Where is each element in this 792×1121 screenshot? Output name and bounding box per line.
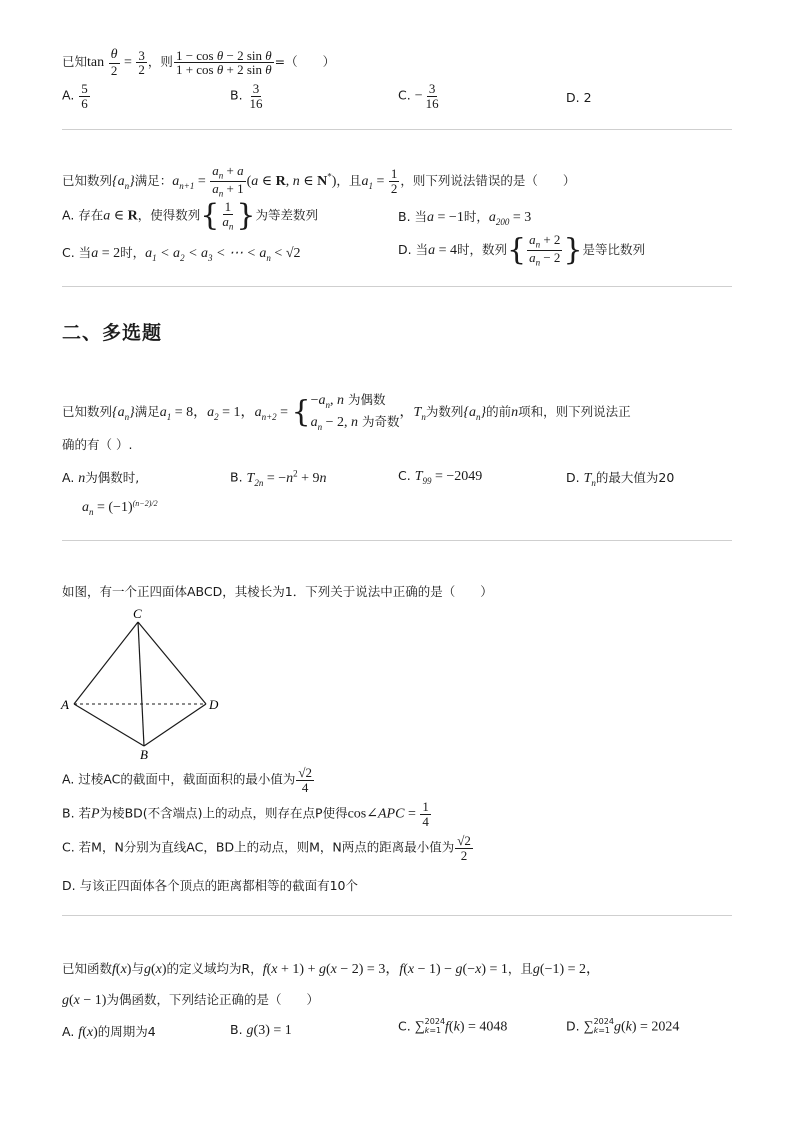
q1-option-a[interactable]: A. $\frac{5}{6}$ [62,81,88,111]
vertex-label-c: C [133,606,142,621]
q5-option-a[interactable]: A. f(x)的周期为4 [62,1024,156,1040]
edge-cb [138,622,144,746]
divider [62,129,732,130]
q1-option-d[interactable]: D. 2 [566,90,592,105]
q1-three-halves: $\frac{3}{2}$ [138,47,145,78]
divider [62,540,732,541]
edge-bd [144,704,206,746]
q3-option-a[interactable]: A. n为偶数时, [62,470,140,486]
q1-stem-prefix: 已知 [62,54,88,70]
divider [62,286,732,287]
vertex-label-a: A [61,697,69,712]
q1-stem-mid: ，则 [147,54,173,70]
q1-option-b[interactable]: B. $\frac{3}{16}$ [230,81,263,111]
q2-option-b[interactable]: B. 当a = −1时，$a_{200} = 3$ [398,209,532,227]
q1-stem-end: =（ ） [274,54,336,70]
q5-option-d[interactable]: D. ∑ 2024 k=1 g(k) = 2024 [566,1017,680,1035]
q4-option-b[interactable]: B. 若P为棱BD(不含端点)上的动点，则存在点P使得cos∠APC = $\frac{1}{4}$ [62,799,429,829]
q1-half-theta: $\frac{\theta}{2}$ [110,47,118,78]
q3-option-c[interactable]: C. $T_{99} = -2049$ [398,468,483,486]
q5-option-b[interactable]: B. g(3) = 1 [230,1022,292,1038]
q3-stem-line2: 确的有（ ）. [62,437,133,452]
vertex-label-d: D [209,697,219,712]
q2-option-c[interactable]: C. 当a = 2时，$a_1 < a_2 < a_3$ < ⋯ < $a_n < √2$ [62,245,301,263]
q5-stem: 已知函数f(x)与g(x)的定义域均为R，f(x + 1) + g(x − 2) = 3，f(x − 1) − g(−x) = 1，且g(−1) = 2， [62,961,601,977]
q2-option-a[interactable]: A. 存在a ∈ R，使得数列{ $\frac{1}{a_n}$ }为等差数列 [62,197,318,233]
vertex-label-b: B [140,747,148,762]
q3-option-b[interactable]: B. $T_{2n} = -n^2 + 9n$ [230,468,327,488]
q2-stem: 已知数列$\{a_n\}$满足：$a_{n+1}$ = $\frac{a_n + a}{a_n + 1}$ (a ∈ R, n ∈ N*)，且$a_1$ = $\frac{1}{2}$ ，则下列说法错误的是（ ） [62,163,576,199]
q4-option-a[interactable]: A. 过棱AC的截面中，截面面积的最小值为 $\frac{√2}{4}$ [62,765,312,795]
q2-option-d[interactable]: D. 当a = 4时，数列{ $\frac{a_n + 2}{a_n - 2}$ }是等比数列 [398,232,646,268]
q5-option-c[interactable]: C. ∑ 2024 k=1 f(k) = 4048 [398,1017,508,1035]
edge-ab [74,704,144,746]
q4-option-d[interactable]: D. 与该正四面体各个顶点的距离都相等的截面有10个 [62,878,358,893]
q1-tan: tan [87,55,108,71]
q3-option-d[interactable]: D. $T_n$的最大值为20 [566,470,675,488]
q3-option-a-formula: $a_n = (-1)^{(n-2)/2}$ [82,499,158,517]
edge-cd [138,622,206,704]
q3-stem: 已知数列$\{a_n\}$满足$a_1 = 8$，$a_2 = 1$，$a_{n+2}$ = { $-a_n$, n 为偶数 $a_n - 2$, n 为奇数 ，$T_n$为数列$\{a_n\}$的前n项和，则下列说法正 [62,392,631,433]
q1-option-c[interactable]: C. − $\frac{3}{16}$ [398,81,439,111]
q4-option-c[interactable]: C. 若M，N分别为直线AC，BD上的动点，则M，N两点的距离最小值为 $\frac{√2}{2}$ [62,833,471,863]
section-title: 二、多选题 [62,322,163,344]
q4-stem: 如图，有一个正四面体ABCD，其棱长为1．下列关于说法中正确的是（ ） [62,584,493,599]
divider [62,915,732,916]
q1-expression: $\frac{\text{1 − cos θ − 2 sin θ}}{\text{1 + cos θ + 2 sin θ}}$ [175,47,272,78]
q1-stem: 已知tan $\frac{\theta}{2}$ = $\frac{3}{2}$ ，则 $\frac{\text{1 − cos θ − 2 sin θ}}{\text{1 + cos θ + 2 sin θ}}$ =（ ） [62,47,336,78]
edge-ca [74,622,138,704]
q5-stem-line2: g(x − 1)为偶函数，下列结论正确的是（ ） [62,992,319,1008]
tetrahedron-figure [58,604,238,764]
